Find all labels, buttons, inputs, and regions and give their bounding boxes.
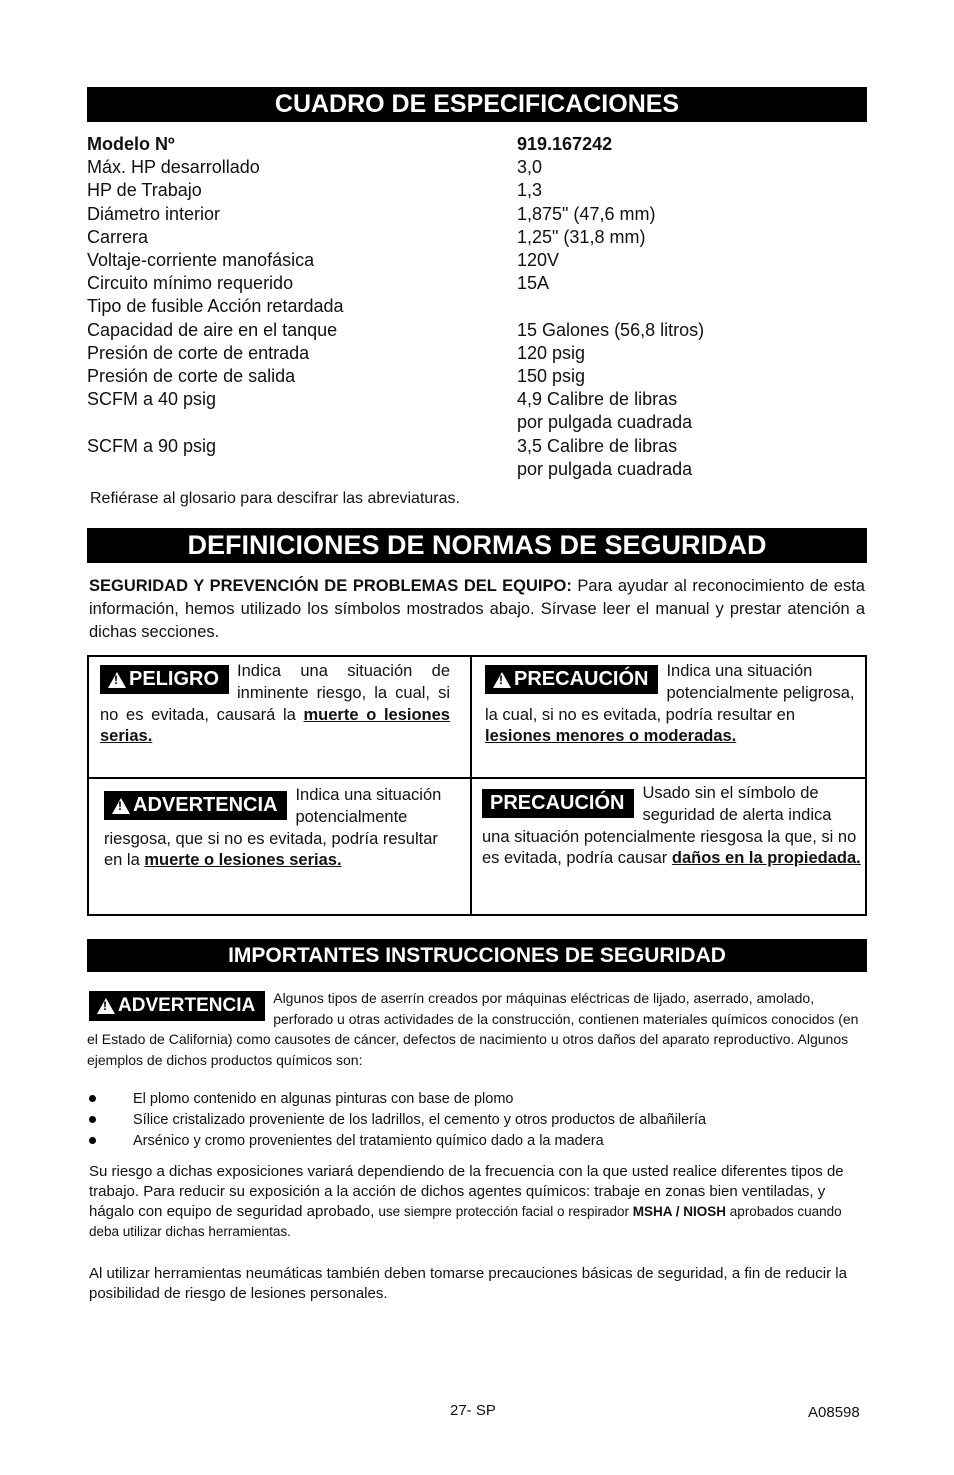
spec-value — [517, 249, 867, 272]
list-item: Arsénico y cromo provenientes del tratamiento químico dado a la madera — [87, 1131, 867, 1152]
peligro-label: ! PELIGRO — [100, 665, 229, 694]
spec-row — [87, 203, 867, 226]
spec-label: Voltaje-corriente manofásica — [87, 250, 315, 271]
list-item: El plomo contenido en algunas pinturas con base de plomo — [87, 1089, 867, 1110]
spec-row — [87, 319, 867, 342]
spec-value-line: por pulgada cuadrada — [517, 458, 693, 479]
bullet-icon — [89, 1116, 96, 1123]
warning-triangle-icon — [108, 672, 126, 688]
spec-row — [87, 342, 867, 365]
precaucion-2-text: Usado sin el símbolo de seguridad de alerta indica una situación potencialmente riesgosa la que, si no es evitada, podría causar — [482, 784, 857, 868]
warning-triangle-icon — [493, 672, 511, 688]
bullet-icon — [89, 1137, 96, 1144]
spec-value-line: 1,25" (31,8 mm) — [517, 226, 646, 247]
spec-value-line: 4,9 Calibre de libras — [517, 389, 678, 410]
spec-table — [87, 133, 867, 481]
precaucion-emph: lesiones menores o moderadas. — [485, 727, 737, 746]
advertencia-text: Indica una situación potencialmente riesgosa, que si no es evitada, podría resultar en la — [104, 786, 442, 870]
spec-value-line: 1,875" (47,6 mm) — [517, 203, 656, 224]
spec-row — [87, 156, 867, 179]
spec-row — [87, 365, 867, 388]
spec-value-line: 120 psig — [517, 342, 586, 363]
intro-bold: SEGURIDAD Y PREVENCIÓN DE PROBLEMAS DEL EQUIPO: — [89, 577, 572, 595]
spec-rows — [87, 156, 867, 481]
peligro-emph: muerte o lesiones serias. — [100, 705, 450, 746]
spec-row — [87, 249, 867, 272]
spec-label: Diámetro interior — [87, 203, 221, 224]
spec-header-value: 919.167242 — [517, 134, 613, 154]
warning-triangle-icon — [112, 798, 130, 814]
specs-title: CUADRO DE ESPECIFICACIONES — [87, 87, 867, 122]
spec-value-line: 3,0 — [517, 157, 543, 178]
spec-label: Presión de corte de salida — [87, 366, 296, 387]
spec-header-label: Modelo Nº — [87, 134, 175, 154]
spec-value-line: 150 psig — [517, 366, 586, 387]
instructions-title: IMPORTANTES INSTRUCCIONES DE SEGURIDAD — [87, 939, 867, 972]
spec-label: Máx. HP desarrollado — [87, 157, 260, 178]
grid-divider-vertical — [470, 657, 472, 914]
pneumatic-paragraph: Al utilizar herramientas neumáticas también deben tomarse precauciones básicas de seguridad, a fin de reducir la posibilidad de riesgo de lesiones personales. — [89, 1265, 847, 1302]
spec-value — [517, 435, 867, 481]
spec-value — [517, 156, 867, 179]
spec-value-line: por pulgada cuadrada — [517, 412, 693, 433]
cell-precaucion-1 — [485, 657, 857, 748]
spec-label: Capacidad de aire en el tanque — [87, 319, 338, 340]
list-item: Sílice cristalizado proveniente de los ladrillos, el cemento y otros productos de albañilería — [87, 1110, 867, 1131]
spec-row — [87, 226, 867, 249]
spec-value — [517, 319, 867, 342]
spec-label: Tipo de fusible Acción retardada — [87, 296, 344, 317]
spec-label: Presión de corte de entrada — [87, 342, 310, 363]
spec-row — [87, 272, 867, 295]
spec-row — [87, 388, 867, 434]
spec-header-row — [87, 133, 867, 156]
precaucion-label-2: PRECAUCIÓN — [482, 789, 634, 818]
spec-row — [87, 179, 867, 202]
spec-label: Circuito mínimo requerido — [87, 273, 294, 294]
cell-peligro — [100, 657, 450, 748]
spec-value — [517, 388, 867, 434]
chemical-list — [87, 1089, 867, 1152]
spec-label: HP de Trabajo — [87, 180, 202, 201]
bullet-icon — [89, 1095, 96, 1102]
precaucion-label: ! PRECAUCIÓN — [485, 665, 658, 694]
spec-value — [517, 295, 867, 318]
spec-label: SCFM a 40 psig — [87, 389, 217, 410]
instructions-advertencia-label: ! ADVERTENCIA — [89, 991, 265, 1021]
signal-word-grid — [87, 655, 867, 916]
page-number: 27- SP — [450, 1402, 496, 1419]
spec-value-line: 1,3 — [517, 180, 543, 201]
cell-precaucion-2 — [482, 781, 862, 870]
advertencia-emph: muerte o lesiones serias. — [144, 851, 342, 870]
spec-value — [517, 365, 867, 388]
peligro-text: Indica una situación de inminente riesgo, la cual, si no es evitada, causará la — [100, 662, 450, 724]
advertencia-label: ! ADVERTENCIA — [104, 791, 287, 820]
instructions-warning — [87, 988, 867, 1070]
spec-value-line: 120V — [517, 250, 560, 271]
spec-value — [517, 272, 867, 295]
warning-triangle-icon — [97, 998, 115, 1014]
precaucion-2-emph: daños en la propiedada. — [671, 849, 861, 868]
spec-label: Carrera — [87, 226, 149, 247]
instructions-warning-text: Algunos tipos de aserrín creados por máquinas eléctricas de lijado, aserrado, amolado, perforado u otras actividades de la construcción, contienen materiales químicos conocidos (en el Estado de California) como causotes de cáncer, defectos de nacimiento u otros daños del aparato reproductivo. Algunos ejemplos de dichos productos químicos son: — [87, 990, 859, 1068]
spec-value-line: 3,5 Calibre de libras — [517, 435, 678, 456]
spec-row — [87, 435, 867, 481]
spec-row — [87, 295, 867, 318]
spec-value — [517, 179, 867, 202]
spec-value — [517, 226, 867, 249]
cell-advertencia — [104, 783, 456, 872]
spec-note: Refiérase al glosario para descifrar las abreviaturas. — [90, 490, 460, 507]
definitions-intro — [89, 575, 865, 644]
intro-text: Para ayudar al reconocimiento de esta información, hemos utilizado los símbolos mostrados abajo. Sírvase leer el manual y prestar atención a dichas secciones. — [89, 577, 865, 641]
spec-label: SCFM a 90 psig — [87, 435, 217, 456]
spec-value — [517, 342, 867, 365]
exposure-paragraph: Su riesgo a dichas exposiciones variará dependiendo de la frecuencia con la que usted realice diferentes tipos de trabajo. Para reducir su exposición a la acción de dichos agentes químicos: trabaje en zonas bien ventiladas, y hágalo con equipo de seguridad aprobado, use siempre protección facial o respirador MSHA / NIOSH aprobados cuando deba utilizar dichas herramientas. — [89, 1163, 844, 1239]
document-code: A08598 — [808, 1404, 860, 1421]
spec-value-line: 15A — [517, 273, 550, 294]
grid-divider-horizontal — [89, 777, 865, 779]
definitions-title: DEFINICIONES DE NORMAS DE SEGURIDAD — [87, 528, 867, 563]
precaucion-text: Indica una situación potencialmente peligrosa, la cual, si no es evitada, podría resultar en — [485, 662, 855, 724]
spec-value — [517, 203, 867, 226]
spec-value-line: 15 Galones (56,8 litros) — [517, 319, 705, 340]
